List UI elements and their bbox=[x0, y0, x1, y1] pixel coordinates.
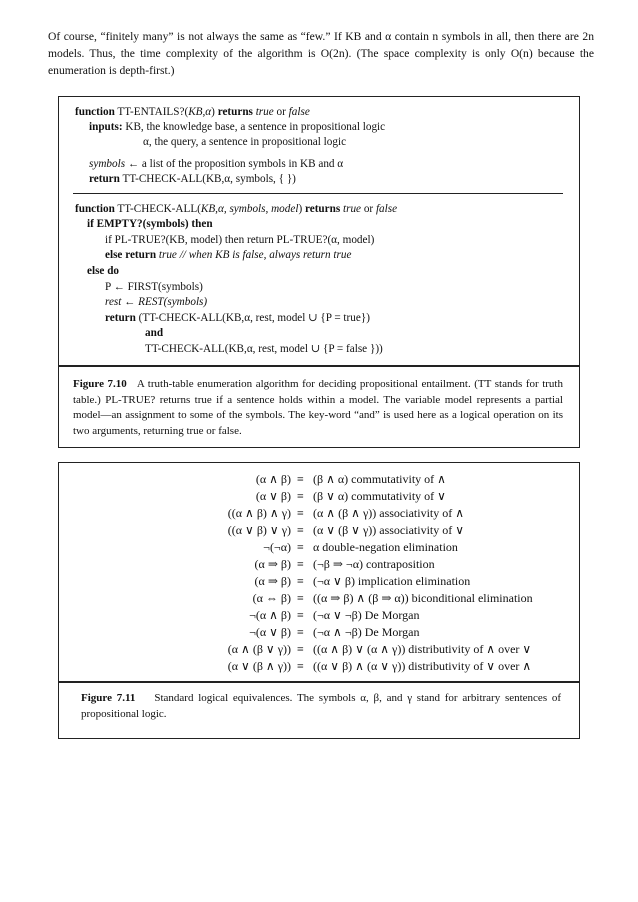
function-name: TT-CHECK-ALL( bbox=[117, 203, 201, 215]
equivalence-row bbox=[115, 471, 555, 487]
equivalence-rhs: ((α ∧ β) ∨ (α ∧ γ)) distributivity of ∧ over ∨ bbox=[313, 642, 532, 656]
if-empty-line: if EMPTY?(symbols) then bbox=[87, 218, 213, 230]
return-line-2 bbox=[105, 311, 370, 325]
equivalence-rhs: (α ∨ (β ∨ γ)) associativity of ∨ bbox=[313, 523, 465, 537]
equivalence-rhs: ((α ⇒ β) ∧ (β ⇒ α)) biconditional elimination bbox=[313, 591, 533, 605]
equivalence-row bbox=[115, 488, 555, 504]
equivalence-rhs: (¬α ∧ ¬β) De Morgan bbox=[313, 625, 420, 639]
equivalence-symbol: ≡ bbox=[297, 557, 304, 571]
equivalence-rhs: (α ∧ (β ∧ γ)) associativity of ∧ bbox=[313, 506, 465, 520]
equivalence-rhs: (¬α ∨ ¬β) De Morgan bbox=[313, 608, 420, 622]
p-first-line: P ← FIRST(symbols) bbox=[105, 281, 203, 293]
function-keyword: function bbox=[75, 106, 115, 118]
caption-label: Figure 7.10 bbox=[73, 378, 127, 390]
inputs-alpha: α, the query, a sentence in propositional logic bbox=[143, 136, 347, 148]
inputs-kb: KB, the knowledge base, a sentence in propositional logic bbox=[125, 121, 386, 133]
equivalence-row bbox=[115, 539, 555, 555]
caption-text: Standard logical equivalences. The symbols α, β, and γ stand for arbitrary sentences of propositional logic. bbox=[81, 692, 562, 720]
else-true: true bbox=[158, 249, 177, 261]
returns-keyword: returns bbox=[217, 106, 253, 118]
equivalence-lhs: ¬(α ∨ β) bbox=[249, 625, 291, 639]
figure-7-10-box bbox=[58, 96, 580, 448]
caption-label: Figure 7.11 bbox=[81, 692, 136, 704]
function-name: TT-ENTAILS?( bbox=[117, 106, 189, 118]
equivalence-lhs: (α ⇒ β) bbox=[254, 574, 291, 588]
caption-divider bbox=[59, 365, 579, 367]
equivalence-symbol: ≡ bbox=[297, 659, 304, 673]
else-comment: // when KB is false, always return true bbox=[179, 249, 352, 261]
equivalence-row bbox=[115, 573, 555, 589]
function-close: ) bbox=[211, 106, 215, 118]
equivalence-lhs: (α ∨ β) bbox=[255, 489, 291, 503]
symbols-assignment bbox=[89, 157, 343, 171]
equivalence-symbol: ≡ bbox=[297, 540, 304, 554]
or-word: or bbox=[363, 203, 374, 215]
symbols-var: symbols bbox=[89, 158, 126, 170]
equivalence-rhs: (¬α ∨ β) implication elimination bbox=[313, 574, 471, 588]
equivalence-symbol: ≡ bbox=[297, 523, 304, 537]
rest-line: rest ← REST(symbols) bbox=[105, 296, 208, 308]
equivalence-symbol: ≡ bbox=[297, 489, 304, 503]
return-line-1 bbox=[89, 172, 296, 186]
return-expression: (TT-CHECK-ALL(KB,α, rest, model ∪ {P = true}) bbox=[138, 312, 370, 324]
equivalence-rhs: α double-negation elimination bbox=[313, 540, 458, 554]
return-expression: TT-CHECK-ALL(KB,α, symbols, { }) bbox=[122, 173, 296, 185]
equivalence-lhs: (α ∧ (β ∨ γ)) bbox=[227, 642, 291, 656]
equivalence-row bbox=[115, 624, 555, 640]
equivalence-symbol: ≡ bbox=[297, 642, 304, 656]
true-word: true bbox=[342, 203, 362, 215]
false-word: false bbox=[375, 203, 398, 215]
equivalence-rhs: ((α ∨ β) ∧ (α ∨ γ)) distributivity of ∨ over ∧ bbox=[313, 659, 532, 673]
inputs-line bbox=[89, 120, 385, 134]
function-args: KB,α, symbols, model bbox=[200, 203, 299, 215]
equivalence-row bbox=[115, 505, 555, 521]
caption-text: A truth-table enumeration algorithm for deciding propositional entailment. (TT stands for truth table.) PL-TRUE? returns true if a sentence holds within a model. The variable model represents a partial model—an assignment to some of the symbols. The key-word “and” is used here as a logical operation on its two arguments, returning true or false. bbox=[73, 378, 563, 437]
equivalence-lhs: (α ⇔ β) bbox=[252, 591, 291, 605]
equivalence-symbol: ≡ bbox=[297, 472, 304, 486]
equivalence-rhs: (¬β ⇒ ¬α) contraposition bbox=[313, 557, 435, 571]
or-word: or bbox=[276, 106, 286, 118]
return-keyword: return bbox=[89, 173, 120, 185]
if-pl-true-line: if PL-TRUE?(KB, model) then return PL-TRUE?(α, model) bbox=[105, 234, 375, 246]
equivalence-row bbox=[115, 590, 555, 606]
equivalence-row bbox=[115, 658, 555, 674]
equivalence-symbol: ≡ bbox=[297, 591, 304, 605]
else-return-keyword: else return bbox=[105, 249, 157, 261]
and-keyword: and bbox=[145, 327, 164, 339]
divider bbox=[73, 193, 563, 194]
equivalence-row bbox=[115, 556, 555, 572]
tt-entails-signature bbox=[75, 105, 310, 119]
equivalence-rhs: (β ∨ α) commutativity of ∨ bbox=[313, 489, 446, 503]
return-keyword: return bbox=[105, 312, 136, 324]
equivalence-lhs: ¬(¬α) bbox=[263, 540, 291, 554]
caption-divider bbox=[59, 681, 579, 683]
function-close: ) bbox=[298, 203, 303, 215]
equivalence-lhs: ((α ∨ β) ∨ γ) bbox=[227, 523, 291, 537]
equivalence-lhs: ((α ∧ β) ∧ γ) bbox=[227, 506, 291, 520]
tt-check-all-signature bbox=[75, 202, 397, 216]
equivalence-lhs: (α ∧ β) bbox=[255, 472, 291, 486]
equivalence-lhs: (α ∨ (β ∧ γ)) bbox=[227, 659, 291, 673]
else-do-line: else do bbox=[87, 265, 120, 277]
true-word: true bbox=[255, 106, 274, 118]
equivalence-lhs: ¬(α ∧ β) bbox=[249, 608, 291, 622]
function-args: KB,α bbox=[188, 106, 212, 118]
equivalence-row bbox=[115, 522, 555, 538]
figure-7-11-box bbox=[58, 462, 580, 739]
equivalence-symbol: ≡ bbox=[297, 608, 304, 622]
function-keyword: function bbox=[75, 203, 115, 215]
equivalence-symbol: ≡ bbox=[297, 574, 304, 588]
equivalence-symbol: ≡ bbox=[297, 625, 304, 639]
equivalence-symbol: ≡ bbox=[297, 506, 304, 520]
equivalence-row bbox=[115, 641, 555, 657]
equivalence-row bbox=[115, 607, 555, 623]
returns-keyword: returns bbox=[304, 203, 341, 215]
figure-7-11-caption bbox=[81, 691, 561, 722]
equivalence-lhs: (α ⇒ β) bbox=[254, 557, 291, 571]
figure-7-10-caption bbox=[73, 377, 563, 439]
else-return-line bbox=[105, 248, 351, 262]
intro-paragraph: Of course, “finitely many” is not always the same as “few.” If KB and α contain n symbols in all, then there are 2n models. Thus, the time complexity of the algorithm is O(2n). (The space complexity is only O(n) because the enumeration is depth-first.) bbox=[48, 30, 594, 78]
inputs-keyword: inputs: bbox=[89, 121, 123, 133]
symbols-rest: ← a list of the proposition symbols in KB and α bbox=[127, 158, 344, 170]
second-call-line: TT-CHECK-ALL(KB,α, rest, model ∪ {P = false })) bbox=[145, 343, 383, 355]
false-word: false bbox=[288, 106, 310, 118]
equivalence-rhs: (β ∧ α) commutativity of ∧ bbox=[313, 472, 446, 486]
